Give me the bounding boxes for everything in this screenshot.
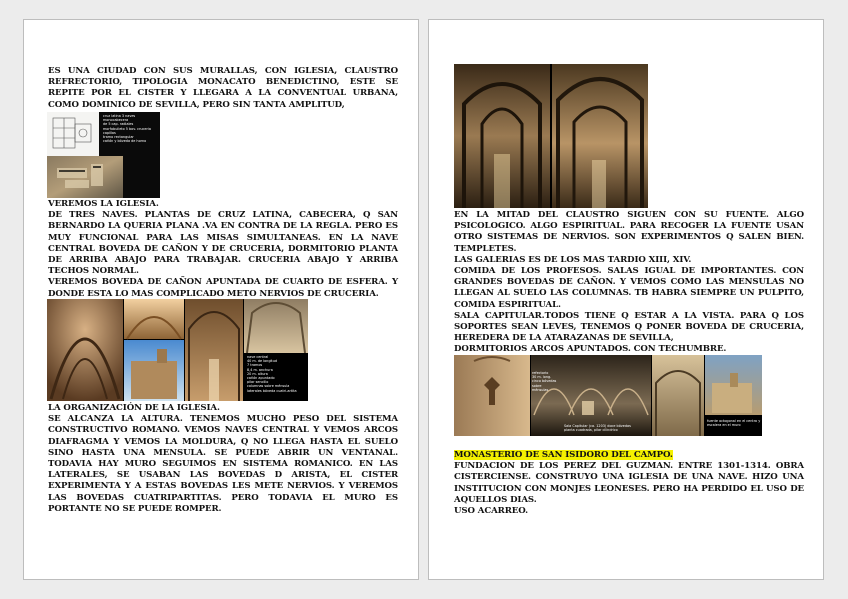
paragraph-intro-text: ES UNA CIUDAD CON SUS MURALLAS, CON IGLESIA, CLAUSTRO REFRECTORIO, TIPOLOGIA MONACATO BENEDICTINO, ESTE SE REPITE POR EL CISTER Y LLEGARA A LA CONVENTUAL URBANA, COMO DOMINICO DE SEVILLA, PERO SIN TANTA AMPLITUD, (48, 66, 398, 110)
figure-refectory-caption-c: fuente octogonal en el centro y escalera en el muro (707, 419, 761, 428)
figure-cloister-interior (454, 64, 648, 208)
cloister-image (454, 64, 648, 208)
paragraph-galerias-text: LAS GALERIAS ES DE LOS MAS TARDIO XIII, XIV. (454, 254, 692, 265)
figure-refectory-collage (454, 355, 762, 436)
paragraph-veremos-iglesia (48, 199, 398, 300)
paragraph-fundacion-text: FUNDACION DE LOS PEREZ DEL GUZMAN. ENTRE 1301-1314. OBRA CISTERCIENSE. CONSTRUYO UNA IGLESIA DE UNA NAVE. HIZO UNA INSTITUCION CON MONJES LEONESES. PERO HA PERDIDO EL USO DE AQUELLOS DIAS. (454, 461, 804, 505)
paragraph-veremos-iglesia-text: VEREMOS LA IGLESIA. (48, 199, 159, 209)
paragraph-organizacion (48, 403, 398, 515)
paragraph-uso-acarreo-text: USO ACARREO. (454, 506, 528, 517)
paragraph-organizacion-text: SE ALCANZA LA ALTURA. TENEMOS MUCHO PESO DEL SISTEMA CONSTRUCTIVO ROMANO. VEMOS NAVES CENTRAL Y VEMOS ARCOS DIAFRAGMA Y VEMOS LA MOLDURA, Q NO LLEGA HASTA EL SUELO SINO HASTA UNA MENSULA. SE PUEDE ABRIR UN VENTANAL. TODAVIA HAY MURO SEGUIMOS EN SISTEMA ROMANICO. EN LAS LATERALES, SE USABAN LAS BOVEDAS D ARISTA, EL CISTER EXPERIMENTA Y A ESTAS BOVEDAS LES METE NERVIOS. Y VEREMOS LAS BOVEDAS CUATRIPARTITAS. PERO TODAVIA EL MURO ES PORTANTE NO SE PUEDE ROMPER. (48, 414, 398, 514)
figure-refectory-caption-b: Sala Capitular (ca. 1203) doce bóvedas planta cuadrada, pilar cilíndrico (564, 424, 631, 433)
paragraph-tres-naves-text: DE TRES NAVES. PLANTAS DE CRUZ LATINA, CABECERA, Q SAN BERNARDO LA QUERIA PLANA .VA EN CONTRA DE LA REGLA. PERO ES MUY FUNCIONAL PARA LAS MISAS SIMULTANEAS. EN LA NAVE CENTRAL BOVEDA DE CAÑON Y DE CRUCERIA, DORMITORIO PLANTA DE ARRIBA ABAJO PARA TRABAJAR. CRUCERIA ABAJO Y ARRIBA TECHOS NORMAL. (48, 210, 398, 277)
figure-church-interior-collage (47, 299, 308, 401)
paragraph-organizacion-title: LA ORGANIZACIÓN DE LA IGLESIA. (48, 403, 220, 413)
paragraph-intro (48, 66, 398, 111)
paragraph-claustro (454, 210, 804, 356)
heading-san-isidoro: MONASTERIO DE SAN ISIDORO DEL CAMPO. (454, 450, 673, 460)
paragraph-boveda-canon-text: VEREMOS BOVEDA DE CAÑON APUNTADA DE CUARTO DE ESFERA. Y DONDE ESTA LO MAS COMPLICADO METO NERVIOS DE CRUCERIA. (48, 277, 398, 299)
paragraph-comida-text: COMIDA DE LOS PROFESOS. SALAS IGUAL DE IMPORTANTES. CON GRANDES BOVEDAS DE CAÑON. Y VEMOS COMO LAS MENSULAS NO LLEGAN AL SUELO LAS COLUMNAS. TB HABRA SIEMPRE UN PULPITO, COMIDA ESPIRITUAL. (454, 266, 804, 310)
figure-plan-caption: cruz latina 3 naves monocabecera de 5 cap. radiales morfobuileto 5 bov. cruceria capillas tramo rectangular cañón y bóveda de horno (103, 114, 151, 144)
figure-refectory-caption-a: refectorio 30 m. long. cinco bóvedas sobre ménsulas (532, 371, 557, 392)
figure-church-caption: nave central 40 m. de longitud 7 tramos 8,4 m. anchura 20 m. altura cañón apuntado pilar sencillo columnas sobre ménsula laterales bóveda cuatri-artita (247, 355, 297, 393)
paragraph-dormitorios-text: DORMITORIOS ARCOS APUNTADOS. CON TECHUMBRE. (454, 344, 727, 355)
figure-plan-and-aerial (47, 112, 160, 198)
paragraph-sala-capitular-text: SALA CAPITULAR.TODOS TIENE Q ESTAR A LA VISTA. PARA Q LOS SOPORTES SEAN LEVES, TENEMOS Q PONER BOVEDA DE CRUCERIA, HEREDERA DE LA ATARAZANAS DE SEVILLA, (454, 310, 804, 344)
paragraph-san-isidoro (454, 450, 804, 517)
paragraph-claustro-text: EN LA MITAD DEL CLAUSTRO SIGUEN CON SU FUENTE. ALGO PSICOLOGICO. ALGO ESPIRITUAL. PARA RECOGER LA FUENTE USAN OTRO SISTEMAS DE NERVIOS. SON EXPERIMENTOS Q SALEN BIEN. TEMPLETES. (454, 210, 804, 254)
